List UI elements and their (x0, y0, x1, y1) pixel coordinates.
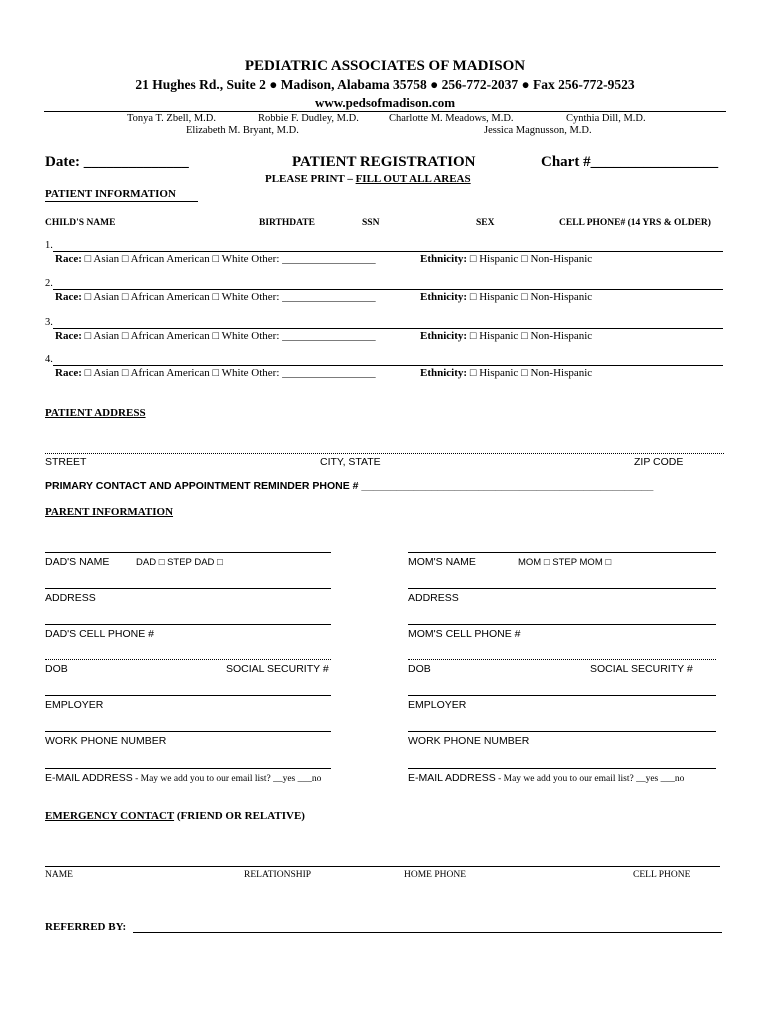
col-ssn: SSN (362, 218, 380, 228)
parent-info-heading: PARENT INFORMATION (45, 506, 174, 518)
mom-dob-line[interactable] (408, 659, 716, 660)
dad-ssn-label: SOCIAL SECURITY # (226, 663, 329, 675)
emergency-heading-main: EMERGENCY CONTACT (45, 810, 175, 822)
emergency-contact-heading (45, 810, 305, 822)
row-number: 4. (45, 354, 53, 365)
race-line (55, 253, 376, 265)
mom-address-line[interactable] (408, 588, 716, 589)
practice-address: 21 Hughes Rd., Suite 2 ● Madison, Alabama 35758 ● 256-772-2037 ● Fax 256-772-9523 (135, 77, 635, 92)
emergency-heading-rest: (FRIEND OR RELATIVE) (174, 810, 305, 822)
ethnicity-non-hispanic-checkbox[interactable]: □ Non-Hispanic (521, 367, 593, 379)
race-label: Race: (55, 253, 82, 265)
mom-email-list-question[interactable]: - May we add you to our email list? __yes ___no (495, 774, 685, 784)
header-divider (44, 111, 726, 112)
race-african-american-checkbox[interactable]: □ African American (121, 330, 210, 342)
dad-email-text: E-MAIL ADDRESS (45, 772, 133, 784)
col-childs-name: CHILD'S NAME (45, 218, 116, 228)
mom-address-label: ADDRESS (408, 592, 459, 604)
patient-row-line[interactable] (53, 365, 723, 366)
dad-cell-line[interactable] (45, 624, 331, 625)
race-white-checkbox[interactable]: □ White (212, 367, 249, 379)
ethnicity-label: Ethnicity: (420, 253, 468, 265)
mom-email-label (408, 772, 684, 784)
mom-email-line[interactable] (408, 768, 716, 769)
zip-code-label: ZIP CODE (634, 456, 684, 468)
mom-email-text: E-MAIL ADDRESS (408, 772, 496, 784)
emergency-name-label: NAME (45, 870, 73, 880)
race-line (55, 330, 376, 342)
mom-employer-line[interactable] (408, 695, 716, 696)
ethnicity-non-hispanic-checkbox[interactable]: □ Non-Hispanic (521, 330, 593, 342)
race-other-field[interactable]: Other: _________________ (251, 291, 376, 303)
chart-number-field[interactable]: Chart #_________________ (541, 154, 719, 170)
race-label: Race: (55, 330, 82, 342)
ethnicity-hispanic-checkbox[interactable]: □ Hispanic (469, 367, 519, 379)
col-sex: SEX (476, 218, 495, 228)
dad-dob-label: DOB (45, 663, 68, 675)
street-label: STREET (45, 456, 87, 468)
mom-work-phone-label: WORK PHONE NUMBER (408, 735, 530, 747)
mom-cell-line[interactable] (408, 624, 716, 625)
row-number: 1. (45, 240, 53, 251)
dad-type-checkboxes[interactable]: DAD □ STEP DAD □ (136, 557, 223, 568)
ethnicity-non-hispanic-checkbox[interactable]: □ Non-Hispanic (521, 291, 593, 303)
mom-dob-label: DOB (408, 663, 431, 675)
dad-email-label (45, 772, 321, 784)
patient-address-heading: PATIENT ADDRESS (45, 407, 146, 419)
ethnicity-line (420, 367, 592, 379)
doctor-name: Robbie F. Dudley, M.D. (258, 113, 359, 124)
race-other-field[interactable]: Other: _________________ (251, 330, 376, 342)
dad-employer-label: EMPLOYER (45, 699, 104, 711)
patient-info-heading: PATIENT INFORMATION (45, 188, 176, 200)
emergency-contact-line[interactable] (45, 866, 720, 867)
dad-address-line[interactable] (45, 588, 331, 589)
emergency-relationship-label: RELATIONSHIP (244, 870, 312, 880)
date-field[interactable]: Date: ______________ (45, 154, 189, 170)
heading-underline (45, 201, 198, 202)
address-line[interactable] (45, 453, 724, 454)
race-label: Race: (55, 367, 82, 379)
mom-cell-label: MOM'S CELL PHONE # (408, 628, 521, 640)
ethnicity-hispanic-checkbox[interactable]: □ Hispanic (469, 291, 519, 303)
instruction-prefix: PLEASE PRINT – (265, 173, 356, 185)
race-white-checkbox[interactable]: □ White (212, 291, 249, 303)
ethnicity-label: Ethnicity: (420, 330, 468, 342)
race-african-american-checkbox[interactable]: □ African American (121, 253, 210, 265)
mom-name-line[interactable] (408, 552, 716, 553)
dad-email-line[interactable] (45, 768, 331, 769)
dad-name-label: DAD'S NAME (45, 556, 110, 568)
print-instruction (265, 173, 471, 185)
race-other-field[interactable]: Other: _________________ (251, 253, 376, 265)
dad-work-phone-line[interactable] (45, 731, 331, 732)
dad-email-list-question[interactable]: - May we add you to our email list? __yes ___no (132, 774, 322, 784)
row-number: 2. (45, 278, 53, 289)
doctor-name: Tonya T. Zbell, M.D. (127, 113, 216, 124)
emergency-home-phone-label: HOME PHONE (404, 870, 467, 880)
mom-work-phone-line[interactable] (408, 731, 716, 732)
referred-by-label: REFERRED BY: (45, 921, 127, 933)
col-birthdate: BIRTHDATE (259, 218, 315, 228)
race-label: Race: (55, 291, 82, 303)
ethnicity-line (420, 291, 592, 303)
row-number: 3. (45, 317, 53, 328)
doctor-name: Charlotte M. Meadows, M.D. (389, 113, 514, 124)
race-asian-checkbox[interactable]: □ Asian (84, 367, 120, 379)
dad-work-phone-label: WORK PHONE NUMBER (45, 735, 167, 747)
patient-row-line[interactable] (53, 289, 723, 290)
race-white-checkbox[interactable]: □ White (212, 253, 249, 265)
practice-website[interactable]: www.pedsofmadison.com (314, 95, 456, 110)
dad-dob-line[interactable] (45, 659, 331, 660)
doctor-name: Jessica Magnusson, M.D. (484, 125, 592, 136)
emergency-cell-phone-label: CELL PHONE (633, 870, 691, 880)
ethnicity-hispanic-checkbox[interactable]: □ Hispanic (469, 253, 519, 265)
practice-name: PEDIATRIC ASSOCIATES OF MADISON (244, 58, 526, 74)
race-other-field[interactable]: Other: _________________ (251, 367, 376, 379)
city-state-label: CITY, STATE (320, 456, 381, 468)
col-cell-phone: CELL PHONE# (14 YRS & OLDER) (559, 218, 711, 228)
patient-row-line[interactable] (53, 251, 723, 252)
mom-employer-label: EMPLOYER (408, 699, 467, 711)
ethnicity-non-hispanic-checkbox[interactable]: □ Non-Hispanic (521, 253, 593, 265)
instruction-emphasis: FILL OUT ALL AREAS (355, 173, 471, 185)
doctor-name: Cynthia Dill, M.D. (566, 113, 646, 124)
race-line (55, 291, 376, 303)
ethnicity-label: Ethnicity: (420, 367, 468, 379)
ethnicity-hispanic-checkbox[interactable]: □ Hispanic (469, 330, 519, 342)
race-african-american-checkbox[interactable]: □ African American (121, 291, 210, 303)
dad-address-label: ADDRESS (45, 592, 96, 604)
primary-contact-phone-field[interactable]: PRIMARY CONTACT AND APPOINTMENT REMINDER PHONE # __________________________________________________ (45, 480, 654, 492)
race-asian-checkbox[interactable]: □ Asian (84, 291, 120, 303)
mom-name-label: MOM'S NAME (408, 556, 476, 568)
ethnicity-line (420, 330, 592, 342)
ethnicity-line (420, 253, 592, 265)
dad-employer-line[interactable] (45, 695, 331, 696)
ethnicity-label: Ethnicity: (420, 291, 468, 303)
doctor-name: Elizabeth M. Bryant, M.D. (186, 125, 299, 136)
referred-by-line[interactable] (133, 932, 722, 933)
race-line (55, 367, 376, 379)
dad-cell-label: DAD'S CELL PHONE # (45, 628, 154, 640)
form-title: PATIENT REGISTRATION (292, 154, 476, 170)
race-white-checkbox[interactable]: □ White (212, 330, 249, 342)
race-asian-checkbox[interactable]: □ Asian (84, 330, 120, 342)
race-african-american-checkbox[interactable]: □ African American (121, 367, 210, 379)
race-asian-checkbox[interactable]: □ Asian (84, 253, 120, 265)
mom-type-checkboxes[interactable]: MOM □ STEP MOM □ (518, 557, 612, 568)
dad-name-line[interactable] (45, 552, 331, 553)
mom-ssn-label: SOCIAL SECURITY # (590, 663, 693, 675)
patient-row-line[interactable] (53, 328, 723, 329)
